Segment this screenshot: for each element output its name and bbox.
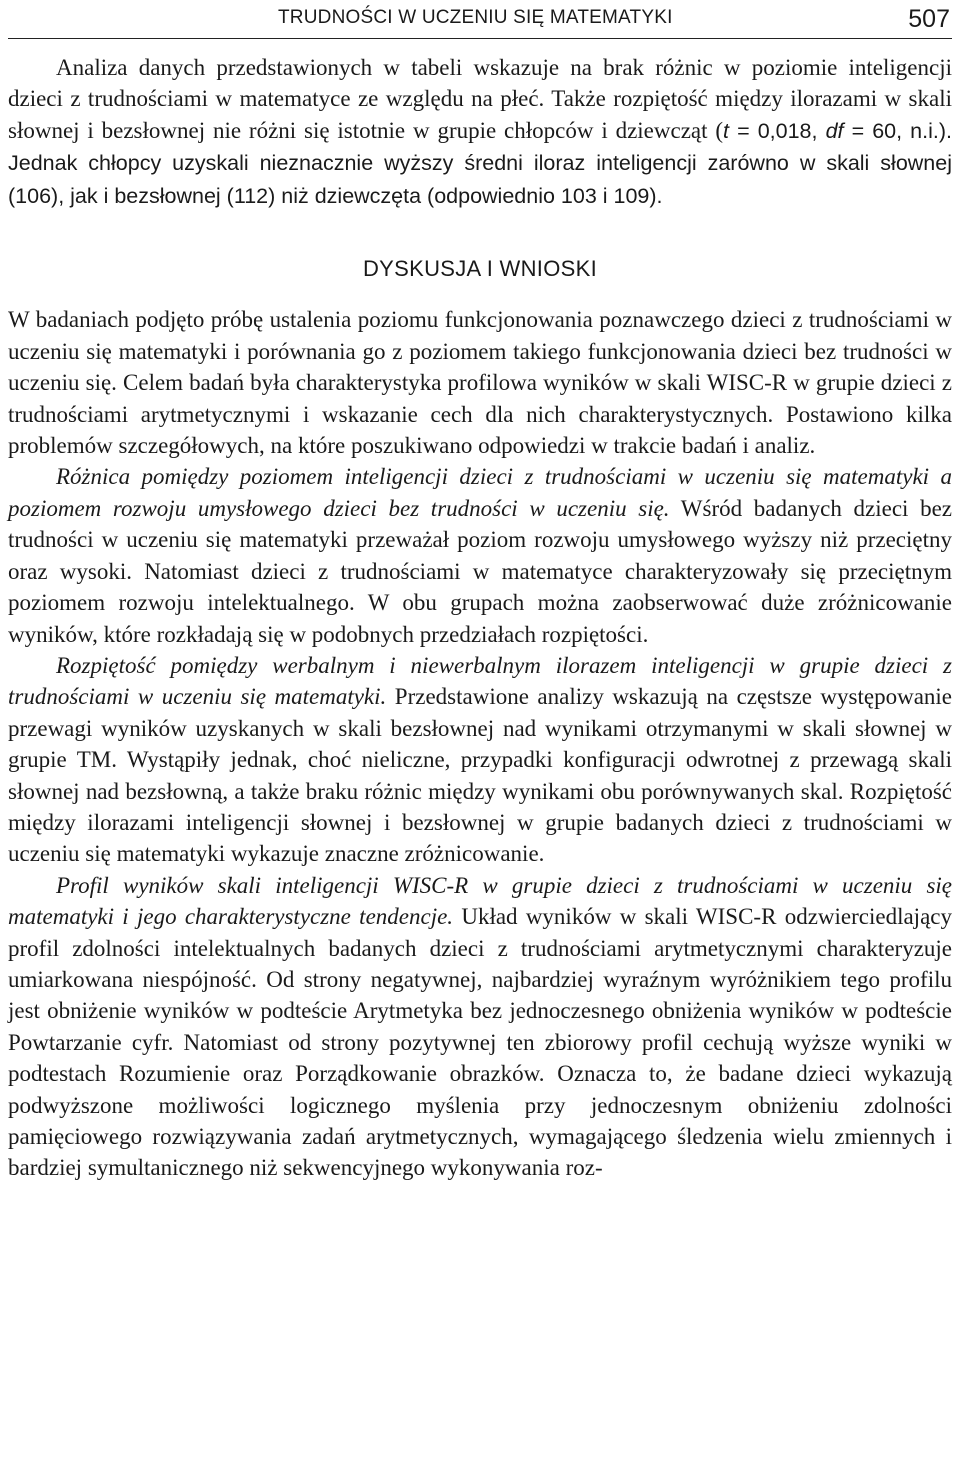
paragraph-italic-lead: Rozpiętość pomiędzy werbalnym i niewerbalnym ilorazem inteligencji w grupie dzieci z trudnościami w uczeniu się matematyki. (8, 652, 952, 710)
paragraph-text-continued: = 60, n.i.). Jednak chłopcy uzyskali nieznacznie wyższy średni iloraz inteligencji zarówno w skali słownej (106), jak i bezsłownej (112) niż dziewczęta (odpowiednio 103 i 109). (8, 118, 952, 208)
paragraph-text: Układ wyników w skali WISC-R odzwierciedlający profil zdolności intelektualnych badanych dzieci z trudnościami arytmetycznymi charakteryzuje umiarkowana niespójność. Od strony negatywnej, najbardziej wyraźnym wyróżnikiem tego profilu jest obniżenie wyników w podteście Arytmetyka bez jednoczesnego obniżenia wyników w podteście Powtarzanie cyfr. Natomiast od strony pozytywnej ten zbiorowy profil cechują wyższe wyniki w podtestach Rozumienie oraz Porządkowanie obrazków. Oznacza to, że badane dzieci wykazują podwyższone możliwości logicznego myślenia przy jednoczesnym obniżeniu zdolności pamięciowego rozwiązywania zadań arytmetycznych, wymagającego śledzenia wielu zmiennych i bardziej symultanicznego niż sekwencyjnego wykonywania roz- (8, 904, 952, 1181)
running-title: TRUDNOŚCI W UCZENIU SIĘ MATEMATYKI (278, 7, 673, 28)
page-number: 507 (908, 5, 950, 33)
paragraph-verbal-nonverbal-range (8, 650, 952, 870)
running-header (8, 2, 952, 39)
paragraph-text: Przedstawione analizy wskazują na częstsze występowanie przewagi wyników uzyskanych w skali bezsłownej nad wynikami otrzymanymi w skali słownej w grupie TM. Wystąpiły jednak, choć nieliczne, przypadki konfiguracji odwrotnej z przewagą skali słownej nad bezsłowną, a także braku różnic między wynikami obu porównywanych skal. Rozpiętość między ilorazami inteligencji słownej i bezsłownej w grupie badanych dzieci z trudnościami w uczeniu się matematyki wykazuje znaczne zróżnicowanie. (8, 684, 952, 867)
document-page (8, 0, 952, 1470)
body-text (8, 52, 952, 1184)
paragraph-text: Analiza danych przedstawionych w tabeli wskazuje na brak różnic w poziomie inteligencji dzieci z trudnościami w matematyce ze względu na płeć. Także rozpiętość między ilorazami w skali słownej i bezsłownej nie różni się istotnie w grupie chłopców i dziewcząt ( (8, 55, 952, 143)
paragraph-intelligence-difference (8, 461, 952, 649)
paragraph-data-analysis (8, 52, 952, 212)
paragraph-italic-lead: Profil wyników skali inteligencji WISC-R w grupie dzieci z trudnościami w uczeniu się matematyki i jego charakterystyczne tendencje. (8, 872, 952, 930)
paragraph-italic-lead: Różnica pomiędzy poziomem inteligencji dzieci z trudnościami w uczeniu się matematyki a poziomem rozwoju umysłowego dzieci bez trudności w uczeniu się. (8, 464, 952, 521)
statistic-t-value: = 0,018, (729, 118, 826, 143)
paragraph-wisc-profile (8, 870, 952, 1184)
paragraph-discussion-intro: W badaniach podjęto próbę ustalenia poziomu funkcjonowania poznawczego dzieci z trudnościami w uczeniu się matematyki i porównania go z poziomem takiego funkcjonowania dzieci bez trudności w uczeniu się. Celem badań była charakterystyka profilowa wyników w skali WISC-R w grupie dzieci z trudnościami arytmetycznymi i wskazanie cech dla nich charakterystycznych. Postawiono kilka problemów szczegółowych, na które poszukiwano odpowiedzi w trakcie badań i analiz. (8, 307, 952, 459)
statistic-t-symbol: t (723, 118, 729, 143)
statistic-df-symbol: df (825, 118, 844, 143)
section-heading: DYSKUSJA I WNIOSKI (362, 256, 597, 282)
paragraph-text: Wśród badanych dzieci bez trudności w uczeniu się matematyki przeważał poziom rozwoju umysłowego wyższy niż przeciętny oraz wysoki. Natomiast dzieci z trudnościami w matematyce charakteryzowały się przeciętnym poziomem rozwoju intelektualnego. W obu grupach można zaobserwować duże zróżnicowanie wyników, które rozkładają się w podobnych przedziałach rozpiętości. (8, 495, 952, 647)
